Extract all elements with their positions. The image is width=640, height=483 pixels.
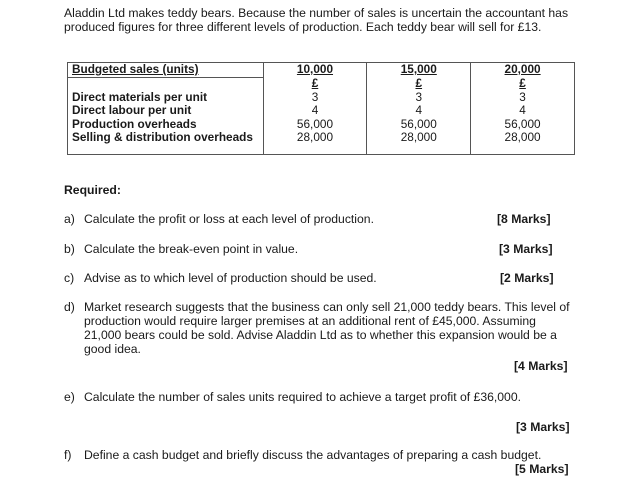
question-letter: a): [64, 212, 75, 226]
cell-value: 3: [471, 91, 575, 105]
question-marks: [5 Marks]: [515, 462, 569, 476]
table-row: [68, 104, 575, 118]
table-row: [68, 118, 575, 132]
level-header: 10,000: [263, 63, 367, 78]
question-text: Calculate the number of sales units required to achieve a target profit of £36,000.: [84, 390, 521, 404]
table-row: [68, 131, 575, 154]
cell-value: 28,000: [263, 131, 367, 154]
question-letter: b): [64, 242, 75, 256]
cell-value: 56,000: [367, 118, 471, 132]
question-marks: [3 Marks]: [516, 420, 570, 434]
required-heading: Required:: [64, 183, 121, 197]
currency-symbol: £: [263, 77, 367, 91]
question-marks: [4 Marks]: [514, 359, 568, 373]
question-text: Calculate the profit or loss at each level of production.: [84, 212, 374, 226]
row-label: Selling & distribution overheads: [68, 131, 264, 154]
header-label: Budgeted sales (units): [68, 63, 264, 78]
row-label: Direct materials per unit: [68, 91, 264, 105]
cell-value: 4: [263, 104, 367, 118]
question-marks: [3 Marks]: [499, 242, 553, 256]
cell-value: 4: [471, 104, 575, 118]
row-label: Production overheads: [68, 118, 264, 132]
question-letter: f): [64, 448, 72, 462]
budget-table: [67, 62, 575, 155]
cell-value: 56,000: [471, 118, 575, 132]
level-header: 15,000: [367, 63, 471, 78]
cell-value: 3: [367, 91, 471, 105]
intro-paragraph: Aladdin Ltd makes teddy bears. Because the number of sales is uncertain the accountant has produced figures for three different levels of production. Each teddy bear will sell for £13.: [64, 6, 569, 34]
cell-value: 4: [367, 104, 471, 118]
question-marks: [2 Marks]: [500, 271, 554, 285]
currency-symbol: £: [471, 77, 575, 91]
currency-row: [68, 77, 575, 91]
currency-symbol: £: [367, 77, 471, 91]
cell-value: 56,000: [263, 118, 367, 132]
question-letter: d): [64, 300, 75, 314]
cell-value: 3: [263, 91, 367, 105]
question-text: Advise as to which level of production should be used.: [84, 271, 377, 285]
level-header: 20,000: [471, 63, 575, 78]
cell-value: 28,000: [471, 131, 575, 154]
table-row: [68, 91, 575, 105]
question-text: Define a cash budget and briefly discuss the advantages of preparing a cash budget.: [84, 448, 542, 462]
table-header-row: [68, 63, 575, 78]
question-text: Market research suggests that the business can only sell 21,000 teddy bears. This level of production would require larger premises at an additional rent of £45,000. Assuming 21,000 bears could be sold. Advise Aladdin Ltd as to whether this expansion would be a good idea.: [84, 300, 570, 356]
question-letter: e): [64, 390, 75, 404]
cell-value: 28,000: [367, 131, 471, 154]
question-letter: c): [64, 271, 75, 285]
question-marks: [8 Marks]: [497, 212, 551, 226]
question-text: Calculate the break-even point in value.: [84, 242, 299, 256]
row-label: Direct labour per unit: [68, 104, 264, 118]
